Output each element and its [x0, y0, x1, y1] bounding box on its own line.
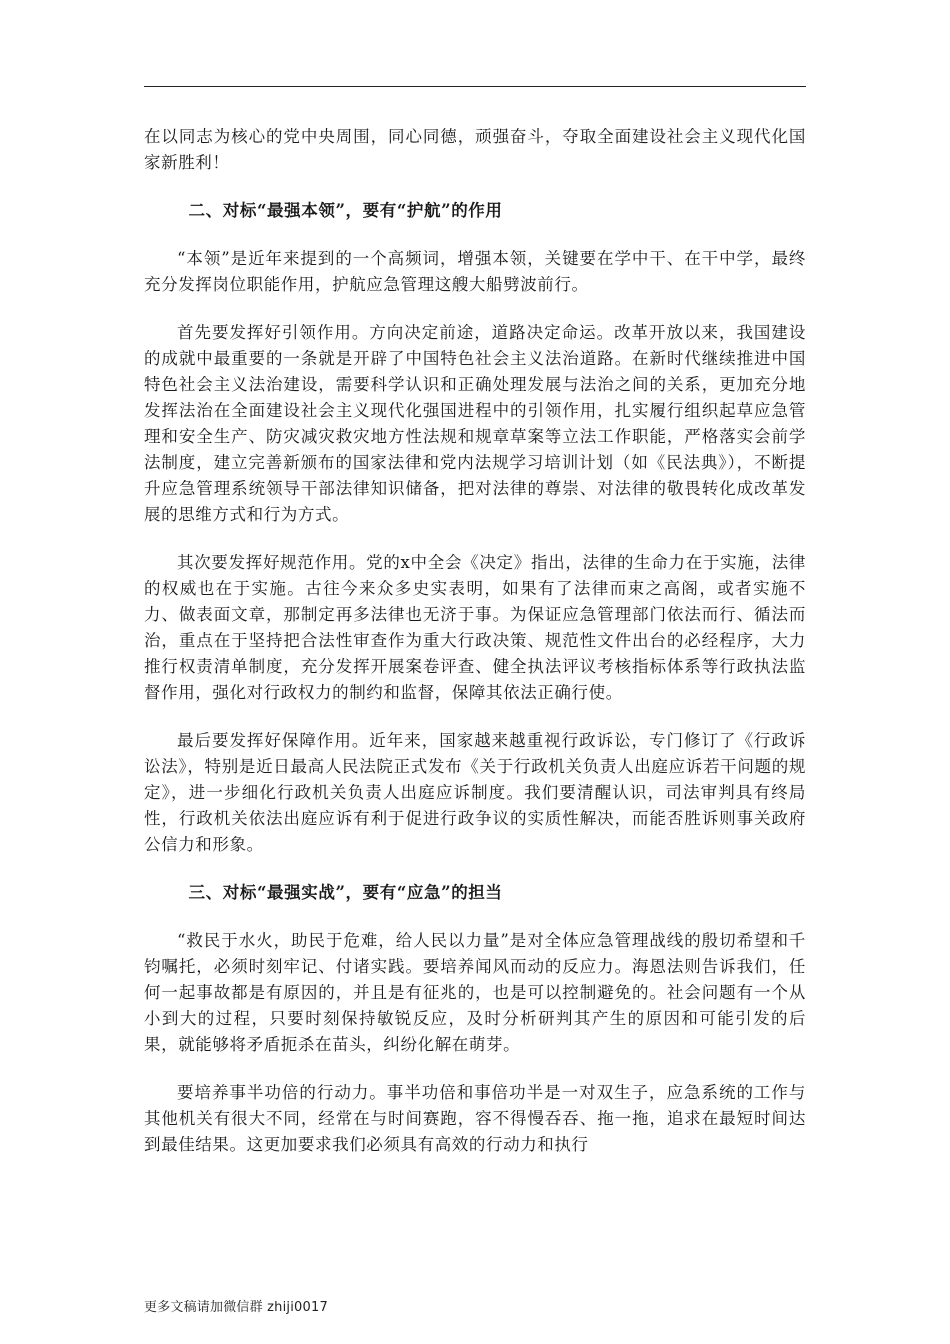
paragraph-8: 要培养事半功倍的行动力。事半功倍和事倍功半是一对双生子，应急系统的工作与其他机关有很大不同，经常在与时间赛跑，容不得慢吞吞、拖一拖，追求在最短时间达到最佳结果。这更加要求我们必须具有高效的行动力和执行: [144, 1083, 806, 1154]
paragraph-5: 最后要发挥好保障作用。近年来，国家越来越重视行政诉讼，专门修订了《行政诉讼法》，特别是近日最高人民法院正式发布《关于行政机关负责人出庭应诉若干问题的规定》，进一步细化行政机关负责人出庭应诉制度。我们要清醒认识，司法审判具有终局性，行政机关依法出庭应诉有利于促进行政争议的实质性解决，而能否胜诉则事关政府公信力和形象。: [144, 731, 806, 854]
page-footer: 更多文稿请加微信群 zhiji0017: [144, 1300, 328, 1315]
section-heading-2: 二、对标“最强本领”，要有“护航”的作用: [188, 201, 503, 220]
header-rule: [144, 86, 806, 87]
section-heading-3: 三、对标“最强实战”，要有“应急”的担当: [188, 883, 503, 902]
paragraph-4: 其次要发挥好规范作用。党的x中全会《决定》指出，法律的生命力在于实施，法律的权威也在于实施。古往今来众多史实表明，如果有了法律而束之高阁，或者实施不力、做表面文章，那制定再多法律也无济于事。为保证应急管理部门依法而行、循法而治，重点在于坚持把合法性审查作为重大行政决策、规范性文件出台的必经程序，大力推行权责清单制度，充分发挥开展案卷评查、健全执法评议考核指标体系等行政执法监督作用，强化对行政权力的制约和监督，保障其依法正确行使。: [144, 553, 806, 702]
paragraph-7: “救民于水火，助民于危难，给人民以力量”是对全体应急管理战线的殷切希望和千钧嘱托，必须时刻牢记、付诸实践。要培养闻风而动的反应力。海恩法则告诉我们，任何一起事故都是有原因的，并且是有征兆的，也是可以控制避免的。社会问题有一个从小到大的过程，只要时刻保持敏锐反应，及时分析研判其产生的原因和可能引发的后果，就能够将矛盾扼杀在苗头，纠纷化解在萌芽。: [144, 931, 806, 1054]
paragraph-0: 在以同志为核心的党中央周围，同心同德，顽强奋斗，夺取全面建设社会主义现代化国家新胜利！: [144, 127, 806, 172]
document-body: [144, 124, 806, 1158]
paragraph-3: 首先要发挥好引领作用。方向决定前途，道路决定命运。改革开放以来，我国建设的成就中最重要的一条就是开辟了中国特色社会主义法治道路。在新时代继续推进中国特色社会主义法治建设，需要科学认识和正确处理发展与法治之间的关系，更加充分地发挥法治在全面建设社会主义现代化强国进程中的引领作用，扎实履行组织起草应急管理和安全生产、防灾减灾救灾地方性法规和规章草案等立法工作职能，严格落实会前学法制度，建立完善新颁布的国家法律和党内法规学习培训计划（如《民法典》），不断提升应急管理系统领导干部法律知识储备，把对法律的尊崇、对法律的敬畏转化成改革发展的思维方式和行为方式。: [144, 323, 806, 524]
paragraph-2: “本领”是近年来提到的一个高频词，增强本领，关键要在学中干、在干中学，最终充分发挥岗位职能作用，护航应急管理这艘大船劈波前行。: [144, 249, 806, 294]
